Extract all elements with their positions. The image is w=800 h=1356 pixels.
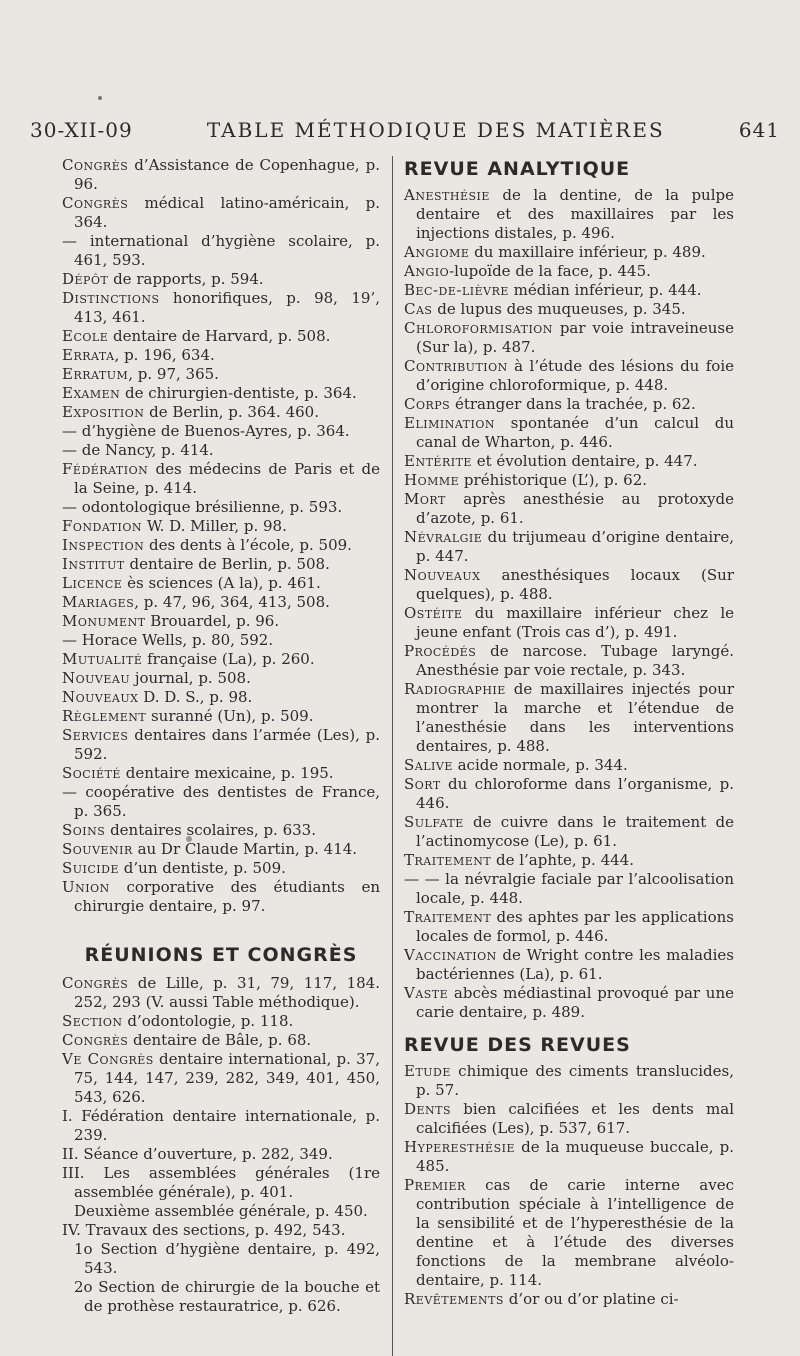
- index-entry: [404, 756, 734, 775]
- entry-heading: Mutualité: [62, 650, 143, 668]
- entry-text: à l’étude des lésions du foie d’origine chloroformique, p. 448.: [416, 357, 734, 394]
- index-entry: [62, 1278, 380, 1316]
- entry-text: II. Séance d’ouverture, p. 282, 349.: [62, 1145, 333, 1163]
- index-entry: [62, 612, 380, 631]
- index-entry: [404, 680, 734, 756]
- index-entry: [62, 270, 380, 289]
- entry-text: ès sciences (A la), p. 461.: [122, 574, 321, 592]
- entry-text: , p. 97, 365.: [128, 365, 219, 383]
- entry-heading: Contribution: [404, 357, 508, 375]
- index-entry: [404, 642, 734, 680]
- index-entry: [404, 1138, 734, 1176]
- entry-text: des aphtes par les applications locales de formol, p. 446.: [416, 908, 734, 945]
- entry-heading: Examen: [62, 384, 121, 402]
- index-entry: [62, 365, 380, 384]
- entry-heading: Mort: [404, 490, 446, 508]
- index-entry: [404, 186, 734, 243]
- entry-text: suranné (Un), p. 509.: [146, 707, 314, 725]
- entry-heading: Cas: [404, 300, 433, 318]
- header-date: 30-XII-09: [30, 118, 133, 142]
- entry-text: dentaires dans l’armée (Les), p. 592.: [74, 726, 380, 763]
- entry-heading: Dépôt: [62, 270, 109, 288]
- index-entry: [404, 566, 734, 604]
- entry-text: -lupoïde de la face, p. 445.: [449, 262, 651, 280]
- entry-text: d’un dentiste, p. 509.: [119, 859, 286, 877]
- entry-heading: Dents: [404, 1100, 452, 1118]
- entry-text: de chirurgien-dentiste, p. 364.: [120, 384, 357, 402]
- index-entry: [404, 604, 734, 642]
- entry-text: dentaire de Bâle, p. 68.: [128, 1031, 312, 1049]
- entry-text: — de Nancy, p. 414.: [62, 441, 214, 459]
- index-entry: [62, 1145, 380, 1164]
- reunions-entries-list: [62, 974, 380, 1316]
- index-entry: [62, 232, 380, 270]
- index-entry: [62, 878, 380, 916]
- index-entry: [404, 1062, 734, 1100]
- entry-text: , p. 196, 634.: [114, 346, 215, 364]
- entry-heading: Fondation: [62, 517, 143, 535]
- index-entry: [404, 471, 734, 490]
- entry-text: de Wright contre les maladies bactériennes (La), p. 61.: [416, 946, 734, 983]
- index-entry: [404, 262, 734, 281]
- entry-heading: Errata: [62, 346, 115, 364]
- entry-text: honorifiques, p. 98, 19’, 413, 461.: [74, 289, 380, 326]
- entry-heading: Entérite: [404, 452, 472, 470]
- index-entry: [62, 783, 380, 821]
- entry-text: de la muqueuse buccale, p. 485.: [416, 1138, 734, 1175]
- entry-heading: Suicide: [62, 859, 120, 877]
- entry-text: W. D. Miller, p. 98.: [142, 517, 287, 535]
- index-entry: [62, 517, 380, 536]
- index-entry: [62, 574, 380, 593]
- entry-heading: Angio: [404, 262, 450, 280]
- entry-text: anesthésiques locaux (Sur quelques), p. 488.: [416, 566, 734, 603]
- entry-text: chimique des ciments translucides, p. 57.: [416, 1062, 734, 1099]
- index-entry: [62, 840, 380, 859]
- section-title-revue-analytique: REVUE ANALYTIQUE: [404, 158, 631, 180]
- entry-heading: Etude: [404, 1062, 451, 1080]
- index-entry: [404, 452, 734, 471]
- index-entry: [62, 707, 380, 726]
- entry-text: III. Les assemblées générales (1re assemblée générale), p. 401.: [62, 1164, 380, 1201]
- index-entry: [62, 650, 380, 669]
- entry-text: D. D. S., p. 98.: [138, 688, 253, 706]
- entry-text: du maxillaire inférieur chez le jeune enfant (Trois cas d’), p. 491.: [416, 604, 734, 641]
- entry-heading: Hyperesthésie: [404, 1138, 515, 1156]
- entry-heading: Premier: [404, 1176, 466, 1194]
- entry-heading: Bec-de-lièvre: [404, 281, 509, 299]
- entry-text: , p. 47, 96, 364, 413, 508.: [134, 593, 330, 611]
- page-header: [30, 118, 780, 148]
- entry-heading: Inspection: [62, 536, 145, 554]
- index-entry: [404, 813, 734, 851]
- index-entry: [62, 1012, 380, 1031]
- entry-heading: Chloroformisation: [404, 319, 553, 337]
- entry-heading: Section: [62, 1012, 123, 1030]
- entry-text: par voie intraveineuse (Sur la), p. 487.: [416, 319, 734, 356]
- entry-text: Brouardel, p. 96.: [145, 612, 280, 630]
- index-entry: [404, 490, 734, 528]
- index-entry: [62, 384, 380, 403]
- entry-heading: Monument: [62, 612, 146, 630]
- entry-text: du maxillaire inférieur, p. 489.: [469, 243, 706, 261]
- entry-heading: Mariages: [62, 593, 135, 611]
- entry-heading: Radiographie: [404, 680, 506, 698]
- entry-text: préhistorique (L’), p. 62.: [459, 471, 648, 489]
- entry-heading: Licence: [62, 574, 123, 592]
- index-entry: [404, 908, 734, 946]
- index-entry: [404, 300, 734, 319]
- index-entry: [62, 498, 380, 517]
- entry-heading: Traitement: [404, 851, 492, 869]
- print-speck: [98, 96, 102, 100]
- entry-text: de rapports, p. 594.: [108, 270, 264, 288]
- entry-heading: Sort: [404, 775, 441, 793]
- entry-text: abcès médiastinal provoqué par une carie dentaire, p. 489.: [416, 984, 734, 1021]
- index-entry: [404, 851, 734, 870]
- entry-text: dentaires scolaires, p. 633.: [105, 821, 316, 839]
- entry-text: de narcose. Tubage laryngé. Anesthésie par voie rectale, p. 343.: [416, 642, 734, 679]
- index-entry: [404, 319, 734, 357]
- index-entry: [62, 441, 380, 460]
- section-title-reunions: RÉUNIONS ET CONGRÈS: [84, 944, 358, 966]
- entry-text: du chloroforme dans l’organisme, p. 446.: [416, 775, 734, 812]
- index-entry: [404, 946, 734, 984]
- left-column: [62, 156, 380, 1316]
- entry-heading: Union: [62, 878, 110, 896]
- index-entry: [404, 243, 734, 262]
- entry-text: de la dentine, de la pulpe dentaire et des maxillaires par les injections distales, p. 496.: [416, 186, 734, 242]
- entry-text: — Horace Wells, p. 80, 592.: [62, 631, 274, 649]
- entry-text: dentaire mexicaine, p. 195.: [120, 764, 334, 782]
- entry-heading: Sulfate: [404, 813, 464, 831]
- entry-heading: Congrès: [62, 156, 129, 174]
- entry-text: d’odontologie, p. 118.: [122, 1012, 294, 1030]
- entry-heading: Elimination: [404, 414, 496, 432]
- entry-text: des dents à l’école, p. 509.: [144, 536, 352, 554]
- entry-heading: Anesthésie: [404, 186, 490, 204]
- index-entry: [62, 859, 380, 878]
- entry-text: 1o Section d’hygiène dentaire, p. 492, 543.: [74, 1240, 380, 1277]
- entry-heading: Nouveaux: [404, 566, 481, 584]
- entry-heading: Institut: [62, 555, 125, 573]
- entry-text: 2o Section de chirurgie de la bouche et de prothèse restauratrice, p. 626.: [74, 1278, 380, 1315]
- entry-heading: Homme: [404, 471, 460, 489]
- section-title-revue-des-revues: REVUE DES REVUES: [404, 1034, 631, 1056]
- entry-heading: Souvenir: [62, 840, 133, 858]
- entry-text: dentaire international, p. 37, 75, 144, 147, 239, 282, 349, 401, 450, 543, 626.: [74, 1050, 380, 1106]
- right-column: [404, 156, 734, 1309]
- entry-heading: Exposition: [62, 403, 145, 421]
- entry-text: d’or ou d’or platine ci-: [503, 1290, 679, 1308]
- entry-heading: Salive: [404, 756, 453, 774]
- entry-text: au Dr Claude Martin, p. 414.: [132, 840, 358, 858]
- entry-text: française (La), p. 260.: [142, 650, 315, 668]
- index-entry: [62, 1164, 380, 1202]
- header-title: TABLE MÉTHODIQUE DES MATIÈRES: [206, 118, 665, 142]
- entry-heading: Congrès: [62, 974, 129, 992]
- entry-heading: Erratum: [62, 365, 129, 383]
- entry-heading: Congrès: [62, 1031, 129, 1049]
- index-entry: [62, 1031, 380, 1050]
- entry-text: de cuivre dans le traitement de l’actinomycose (Le), p. 61.: [416, 813, 734, 850]
- index-entry: [404, 1290, 734, 1309]
- entry-text: du trijumeau d’origine dentaire, p. 447.: [416, 528, 734, 565]
- entry-text: bien calcifiées et les dents mal calcifiées (Les), p. 537, 617.: [416, 1100, 734, 1137]
- entry-text: journal, p. 508.: [130, 669, 251, 687]
- index-entry: [62, 1202, 380, 1221]
- entry-text: spontanée d’un calcul du canal de Wharton, p. 446.: [416, 414, 734, 451]
- entry-text: médian inférieur, p. 444.: [508, 281, 702, 299]
- index-entry: [404, 395, 734, 414]
- index-entry: [62, 555, 380, 574]
- index-entry: [62, 631, 380, 650]
- entry-text: acide normale, p. 344.: [452, 756, 628, 774]
- index-entry: [404, 357, 734, 395]
- left-entries-list: [62, 156, 380, 916]
- index-entry: [62, 536, 380, 555]
- index-entry: [62, 821, 380, 840]
- index-entry: [62, 1240, 380, 1278]
- revue-analytique-entries-list: [404, 186, 734, 1022]
- index-entry: [62, 688, 380, 707]
- entry-heading: Ecole: [62, 327, 109, 345]
- entry-text: de Berlin, p. 364. 460.: [144, 403, 319, 421]
- entry-text: — d’hygiène de Buenos-Ayres, p. 364.: [62, 422, 350, 440]
- entry-text: de Lille, p. 31, 79, 117, 184. 252, 293 (V. aussi Table méthodique).: [74, 974, 380, 1011]
- index-entry: [404, 984, 734, 1022]
- entry-text: — international d’hygiène scolaire, p. 461, 593.: [62, 232, 380, 269]
- index-entry: [62, 422, 380, 441]
- revue-des-revues-entries-list: [404, 1062, 734, 1309]
- entry-text: médical latino-américain, p. 364.: [74, 194, 380, 231]
- entry-heading: Règlement: [62, 707, 147, 725]
- entry-text: corporative des étudiants en chirurgie dentaire, p. 97.: [74, 878, 380, 915]
- index-entry: [62, 1107, 380, 1145]
- index-entry: [62, 764, 380, 783]
- entry-heading: Services: [62, 726, 129, 744]
- entry-text: de maxillaires injectés pour montrer la marche et l’étendue de l’anesthésie dans les interventions dentaires, p. 488.: [416, 680, 734, 755]
- entry-text: d’Assistance de Copenhague, p. 96.: [74, 156, 380, 193]
- entry-text: — — la névralgie faciale par l’alcoolisation locale, p. 448.: [404, 870, 734, 907]
- entry-heading: Fédération: [62, 460, 149, 478]
- index-entry: [62, 1221, 380, 1240]
- index-entry: [404, 1176, 734, 1290]
- index-entry: [62, 403, 380, 422]
- index-entry: [62, 289, 380, 327]
- entry-text: et évolution dentaire, p. 447.: [471, 452, 698, 470]
- index-entry: [404, 1100, 734, 1138]
- entry-text: cas de carie interne avec contribution spéciale à l’intelligence de la sensibilité et de l’hyperesthésie de la dentine et à l’étude des diverses fonctions de la membrane alvéolo-dentaire, p. 114.: [416, 1176, 734, 1289]
- index-entry: [62, 460, 380, 498]
- entry-heading: Ve Congrès: [62, 1050, 154, 1068]
- index-entry: [404, 281, 734, 300]
- entry-text: des médecins de Paris et de la Seine, p. 414.: [74, 460, 380, 497]
- index-entry: [62, 669, 380, 688]
- entry-heading: Nouveaux: [62, 688, 139, 706]
- entry-text: dentaire de Berlin, p. 508.: [124, 555, 330, 573]
- entry-heading: Soins: [62, 821, 106, 839]
- entry-heading: Traitement: [404, 908, 492, 926]
- entry-text: — coopérative des dentistes de France, p. 365.: [62, 783, 380, 820]
- entry-text: étranger dans la trachée, p. 62.: [450, 395, 696, 413]
- index-entry: [62, 346, 380, 365]
- entry-heading: Vaccination: [404, 946, 497, 964]
- entry-heading: Congrès: [62, 194, 129, 212]
- index-entry: [62, 593, 380, 612]
- index-entry: [404, 870, 734, 908]
- entry-heading: Distinctions: [62, 289, 160, 307]
- entry-text: de lupus des muqueuses, p. 345.: [432, 300, 686, 318]
- entry-heading: Angiome: [404, 243, 470, 261]
- entry-text: — odontologique brésilienne, p. 593.: [62, 498, 343, 516]
- index-entry: [62, 726, 380, 764]
- column-divider: [392, 156, 393, 1356]
- entry-text: Deuxième assemblée générale, p. 450.: [74, 1202, 368, 1220]
- entry-heading: Ostéite: [404, 604, 463, 622]
- index-entry: [62, 327, 380, 346]
- entry-heading: Revêtements: [404, 1290, 504, 1308]
- entry-text: dentaire de Harvard, p. 508.: [108, 327, 331, 345]
- entry-heading: Névralgie: [404, 528, 483, 546]
- index-entry: [404, 528, 734, 566]
- entry-text: de l’aphte, p. 444.: [491, 851, 634, 869]
- index-entry: [62, 1050, 380, 1107]
- entry-text: après anesthésie au protoxyde d’azote, p. 61.: [416, 490, 734, 527]
- index-entry: [404, 414, 734, 452]
- index-entry: [62, 194, 380, 232]
- entry-text: I. Fédération dentaire internationale, p. 239.: [62, 1107, 380, 1144]
- page-number: 641: [738, 118, 780, 142]
- index-entry: [404, 775, 734, 813]
- entry-text: IV. Travaux des sections, p. 492, 543.: [62, 1221, 346, 1239]
- entry-heading: Corps: [404, 395, 451, 413]
- entry-heading: Vaste: [404, 984, 449, 1002]
- index-entry: [62, 974, 380, 1012]
- index-entry: [62, 156, 380, 194]
- entry-heading: Nouveau: [62, 669, 131, 687]
- entry-heading: Société: [62, 764, 121, 782]
- entry-heading: Procédés: [404, 642, 477, 660]
